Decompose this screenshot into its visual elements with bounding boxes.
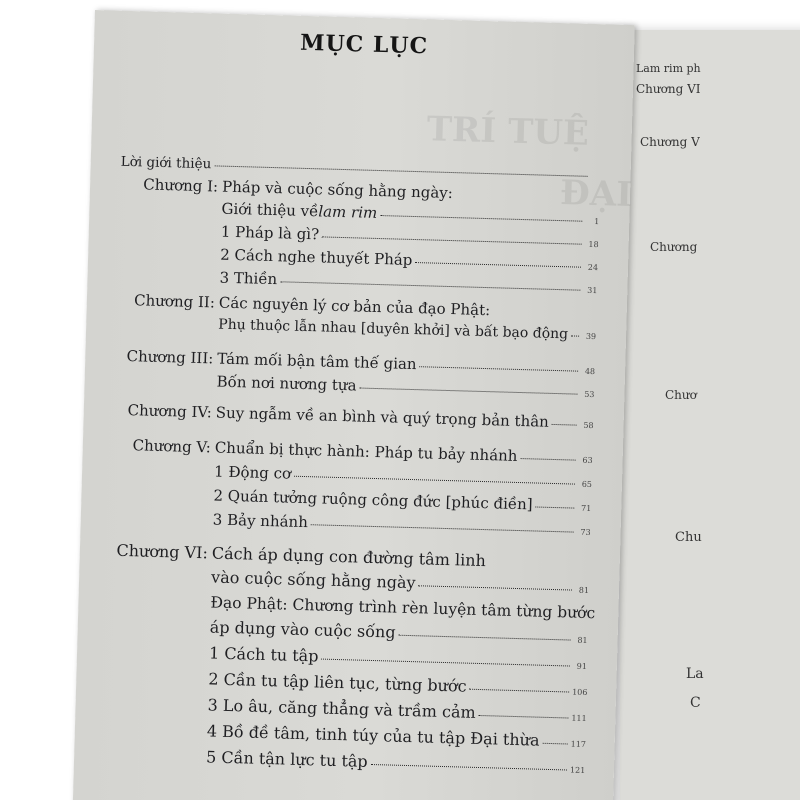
entry-text: 5 Cần tận lực tu tập (205, 747, 368, 771)
dot-leader (380, 215, 582, 222)
dot-leader (571, 335, 579, 336)
page-number: 1 (594, 217, 600, 227)
entry-text: 4 Bồ đề tâm, tinh túy của tu tập Đại thừa (206, 721, 540, 750)
page-number: 117 (570, 739, 587, 749)
dot-leader (311, 524, 574, 532)
entry-text: Chuẩn bị thực hành: Pháp tu bảy nhánh (214, 438, 518, 465)
chapter-entries (216, 350, 595, 407)
facing-line: La (686, 666, 704, 682)
page-number: 91 (576, 661, 587, 671)
entry-text: 2 Cần tu tập liên tục, từng bước (208, 669, 467, 696)
dot-leader (419, 585, 572, 590)
page-number: 73 (580, 527, 591, 538)
entry-text: Giới thiệu về (221, 199, 319, 221)
dot-leader (469, 689, 569, 693)
chapter-entries (218, 294, 597, 351)
page-number: 31 (587, 285, 598, 296)
facing-line: Chương V (640, 135, 700, 149)
page-number: 18 (588, 239, 599, 250)
dot-leader (359, 388, 577, 395)
entry-text: 2 Cách nghe thuyết Pháp (219, 245, 413, 269)
chapter-3 (86, 346, 596, 400)
dot-leader (542, 743, 567, 745)
entry-text: Phụ thuộc lẫn nhau [duyên khởi] và bất bạo động (218, 316, 569, 343)
entry-text: Tám mối bận tâm thế gian (217, 349, 417, 374)
dot-leader (398, 635, 570, 641)
chapter-label: Chương II: (133, 291, 216, 312)
entry-text: vào cuộc sống hằng ngày (210, 567, 416, 593)
page-number: 81 (578, 585, 590, 596)
chapter-label: Chương VI: (116, 540, 209, 563)
dot-leader (415, 262, 581, 268)
dot-leader (552, 424, 577, 426)
entry-text: áp dụng vào cuộc sống (209, 617, 396, 642)
entry-text: Bốn nơi nương tựa (216, 372, 357, 395)
chapter-5 (83, 435, 593, 538)
page-number: 71 (580, 503, 592, 514)
page-number: 39 (585, 331, 597, 342)
toc-page (73, 10, 635, 800)
chapter-label: Chương IV: (127, 401, 213, 422)
facing-line: Chu (675, 530, 702, 545)
page-number: 106 (572, 687, 588, 698)
entry-text: 3 Lo âu, căng thẳng và trầm cảm (207, 695, 476, 722)
entry-text: Lời giới thiệu (120, 153, 212, 173)
dot-leader (479, 715, 569, 719)
page-title: MỤC LỤC (299, 29, 429, 60)
page-number: 81 (577, 635, 588, 645)
bleed-through-text: ĐẠI (559, 173, 633, 216)
page-number: 111 (571, 713, 587, 724)
dot-leader (280, 281, 580, 290)
chapter-label: Chương V: (132, 436, 212, 457)
facing-line: C (690, 695, 701, 711)
facing-line: Chương (650, 240, 698, 254)
entry-text: Đạo Phật: Chương trình rèn luyện tâm từng bước (210, 593, 596, 623)
entry-text: Pháp và cuộc sống hằng ngày: (221, 177, 454, 203)
chapter-entries (219, 178, 600, 303)
dot-leader (371, 764, 567, 770)
entry-text: 1 Cách tu tập (208, 643, 319, 666)
page-number: 24 (587, 262, 599, 273)
chapter-entries (212, 439, 593, 546)
dot-leader (321, 659, 569, 667)
facing-line: Chương VI (636, 82, 701, 96)
page-number: 65 (581, 479, 593, 490)
entry-text: Suy ngẫm về an bình và quý trọng bản thân (215, 403, 550, 431)
entry-text: 3 Thiền (219, 268, 278, 289)
entry-text: 3 Bảy nhánh (212, 510, 309, 532)
entry-text: 1 Động cơ (213, 462, 292, 483)
page-number: 63 (582, 455, 593, 466)
toc-entry (215, 404, 593, 438)
chapter-entries (215, 404, 593, 438)
chapter-label: Chương III: (126, 347, 214, 368)
dot-leader (294, 476, 575, 485)
page-number: 121 (569, 765, 586, 775)
facing-page (620, 30, 800, 800)
facing-line: Chươ (665, 388, 697, 402)
dot-leader (536, 506, 575, 508)
bleed-through-text: TRÍ TUỆ (426, 109, 590, 154)
dot-leader (420, 366, 579, 371)
entry-text: 2 Quán tưởng ruộng công đức [phúc điền] (213, 486, 533, 514)
page-number: 58 (583, 420, 594, 431)
page-number: 53 (584, 389, 595, 400)
page-number: 48 (584, 366, 596, 377)
entry-text: Các nguyên lý cơ bản của đạo Phật: (218, 293, 491, 320)
chapter-entries (205, 543, 596, 783)
chapter-label: Chương I: (143, 175, 219, 196)
dot-leader (322, 236, 582, 244)
entry-text: Cách áp dụng con đường tâm linh (211, 543, 487, 571)
facing-line: Lam rim ph (636, 62, 701, 75)
entry-text-italic: lam rim (318, 202, 378, 222)
dot-leader (520, 458, 575, 461)
dot-leader (214, 165, 587, 176)
entry-text: 1 Pháp là gì? (220, 222, 320, 244)
